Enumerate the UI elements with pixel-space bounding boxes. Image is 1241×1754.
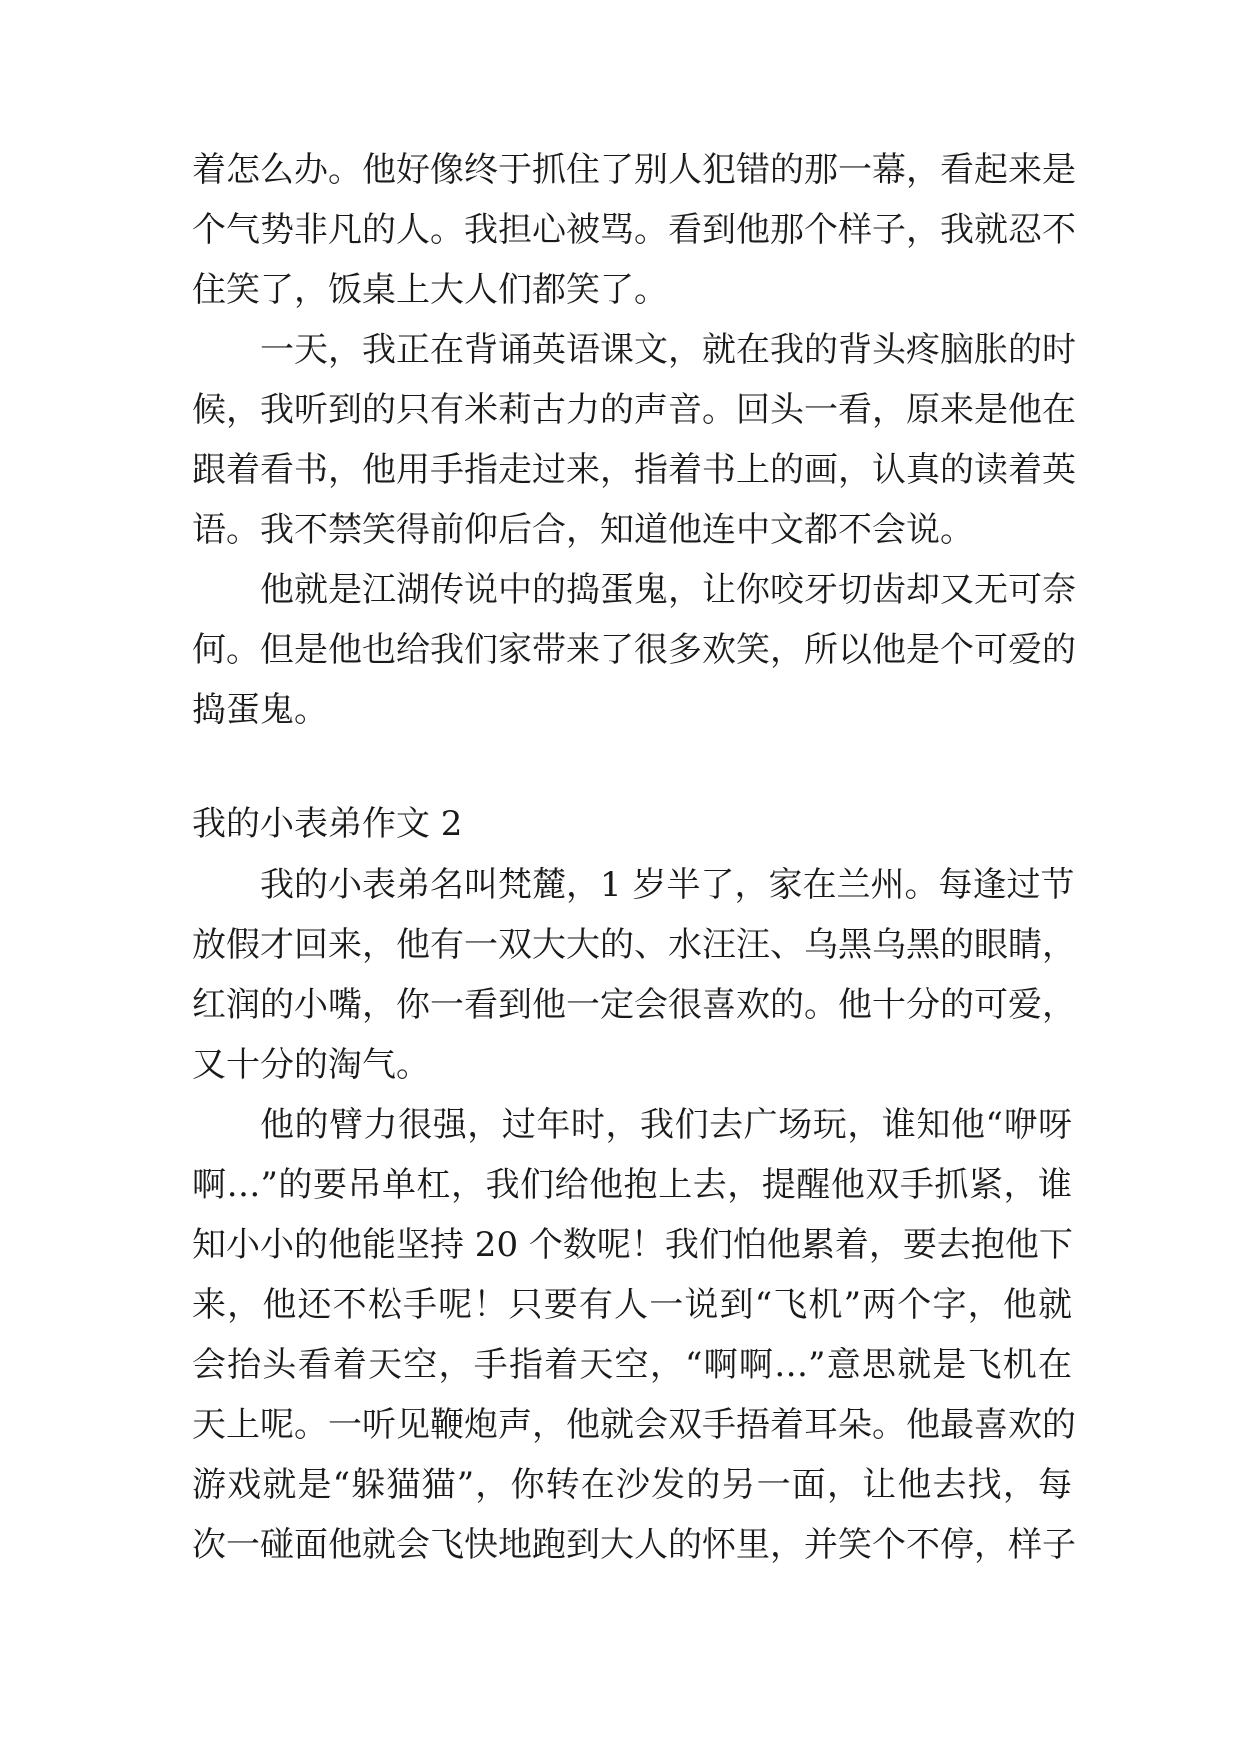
text-line: 我的小表弟名叫梵麓，1 岁半了，家在兰州。每逢过节: [260, 865, 1075, 905]
text-line: 红润的小嘴，你一看到他一定会很喜欢的。他十分的可爱，: [192, 985, 1076, 1025]
text-line: 个气势非凡的人。我担心被骂。看到他那个样子，我就忍不: [192, 210, 1076, 250]
text-line: 语。我不禁笑得前仰后合，知道他连中文都不会说。: [192, 510, 974, 550]
text-line: 何。但是他也给我们家带来了很多欢笑，所以他是个可爱的: [192, 630, 1076, 670]
text-line: 住笑了，饭桌上大人们都笑了。: [192, 270, 668, 310]
text-line: 来，他还不松手呢！只要有人一说到“飞机”两个字，他就: [192, 1285, 1072, 1325]
text-line: 候，我听到的只有米莉古力的声音。回头一看，原来是他在: [192, 390, 1076, 430]
text-line: 捣蛋鬼。: [192, 690, 328, 730]
text-line: 游戏就是“躲猫猫”，你转在沙发的另一面，让他去找，每: [192, 1465, 1072, 1505]
text-line: 次一碰面他就会飞快地跑到大人的怀里，并笑个不停，样子: [192, 1525, 1076, 1565]
text-line: 着怎么办。他好像终于抓住了别人犯错的那一幕，看起来是: [192, 150, 1076, 190]
text-line: 他的臂力很强，过年时，我们去广场玩，谁知他“咿呀: [260, 1105, 1072, 1145]
text-line: 啊…”的要吊单杠，我们给他抱上去，提醒他双手抓紧，谁: [192, 1165, 1072, 1205]
text-line: 放假才回来，他有一双大大的、水汪汪、乌黑乌黑的眼睛，: [192, 925, 1076, 965]
text-line: 跟着看书，他用手指走过来，指着书上的画，认真的读着英: [192, 450, 1076, 490]
text-line: 一天，我正在背诵英语课文，就在我的背头疼脑胀的时: [260, 330, 1076, 370]
text-line: 他就是江湖传说中的捣蛋鬼，让你咬牙切齿却又无可奈: [260, 570, 1076, 610]
essay-body-part-2: [192, 855, 1076, 1575]
text-line: 知小小的他能坚持 20 个数呢！我们怕他累着，要去抱他下: [192, 1225, 1073, 1265]
essay-body-part-1: [192, 140, 1076, 740]
text-line: 会抬头看着天空，手指着天空，“啊啊…”意思就是飞机在: [192, 1345, 1072, 1385]
text-line: 又十分的淘气。: [192, 1045, 430, 1085]
text-line: 天上呢。一听见鞭炮声，他就会双手捂着耳朵。他最喜欢的: [192, 1405, 1076, 1445]
section-title: 我的小表弟作文 2: [192, 804, 463, 844]
